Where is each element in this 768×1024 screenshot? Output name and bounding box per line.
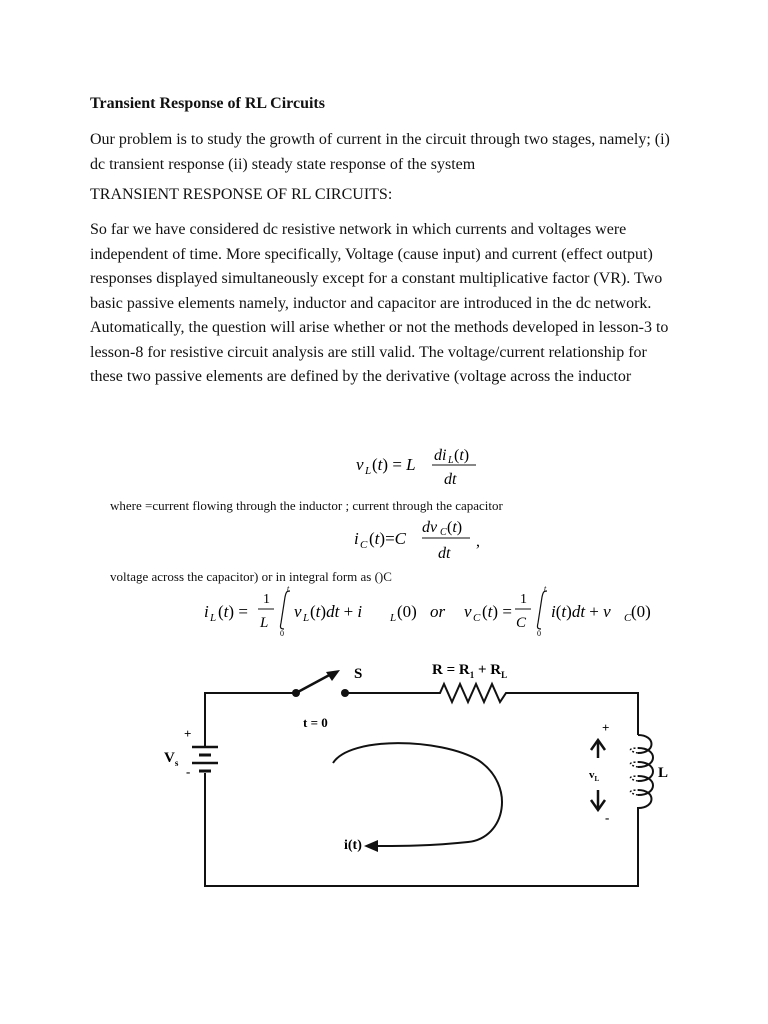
source-label: $V_s$ [164, 750, 179, 768]
svg-text:t: t [287, 584, 290, 593]
svg-text:(t) = L: (t) = L [372, 455, 416, 474]
section-heading: TRANSIENT RESPONSE OF RL CIRCUITS: [90, 186, 393, 203]
svg-text:(t): (t) [454, 447, 470, 464]
inductor-note: where =current flowing through the inductor ; current through the capacitor [110, 498, 503, 513]
svg-text:(t): (t) [447, 519, 463, 536]
svg-text:C: C [473, 612, 481, 624]
svg-text:1: 1 [520, 592, 527, 607]
svg-text:0: 0 [280, 629, 284, 638]
inductor-minus-sign: - [605, 810, 610, 825]
battery-symbol [192, 747, 218, 771]
capacitor-current-equation [350, 512, 490, 568]
svg-text:(t) =: (t) = [482, 602, 512, 621]
svg-text:di: di [434, 447, 447, 464]
svg-text:dt: dt [438, 545, 451, 562]
integral-form-equations [200, 583, 651, 643]
svg-text:L: L [365, 465, 372, 477]
inductor-voltage-equation [350, 440, 490, 492]
svg-text:C: C [516, 615, 527, 631]
document-title: Transient Response of RL Circuits [90, 95, 325, 112]
svg-text:(t)dt + i: (t)dt + i [310, 602, 363, 621]
svg-text:v: v [464, 602, 472, 621]
svg-text:v: v [356, 455, 364, 474]
svg-text:(0): (0) [397, 602, 417, 621]
switch-time-label: t = 0 [303, 715, 328, 730]
current-arrow-head [364, 840, 378, 852]
svg-text:i(t)dt + v: i(t)dt + v [551, 602, 611, 621]
resistor-label: $R = R_1 + R_L$ [432, 662, 508, 680]
svg-text:v: v [294, 602, 302, 621]
equation-or: or [430, 602, 446, 621]
intro-paragraph: Our problem is to study the growth of current in the circuit through two stages, namely; (i) dc transient response (ii) steady state response of the system [90, 131, 670, 173]
svg-text:(0): (0) [631, 602, 651, 621]
svg-text:C: C [624, 612, 632, 624]
svg-text:L: L [303, 612, 310, 624]
svg-text:dv: dv [422, 519, 438, 536]
svg-text:C: C [360, 539, 368, 551]
svg-text:i: i [354, 529, 359, 548]
svg-text:dt: dt [444, 471, 457, 488]
svg-text:L: L [260, 615, 269, 631]
svg-text:,: , [476, 533, 480, 550]
svg-text:(t) =: (t) = [218, 602, 248, 621]
resistor-symbol [433, 684, 518, 702]
source-plus-sign: + [184, 726, 192, 741]
svg-text:(t)=C: (t)=C [369, 529, 406, 548]
svg-text:t: t [544, 584, 547, 593]
svg-text:1: 1 [263, 592, 270, 607]
body-paragraph: So far we have considered dc resistive network in which currents and voltages were independent of time. More specifically, Voltage (cause input) and current (effect output) responses displayed simultaneously except for a constant multiplicative factor (VR). Two basic passive elements namely, inductor and capacitor are introduced in the dc network. Automatically, the question will arise whether or not the methods developed in lesson-3 to lesson-8 for resistive circuit analysis are still valid. The voltage/current relationship for these two passive elements are defined by the derivative (voltage across the inductor [90, 221, 669, 385]
svg-text:0: 0 [537, 629, 541, 638]
svg-text:L: L [448, 455, 454, 466]
current-label: i(t) [344, 838, 362, 853]
circuit-wires [205, 693, 638, 886]
source-minus-sign: - [186, 764, 191, 779]
capacitor-note: voltage across the capacitor) or in integral form as ()C [110, 569, 392, 584]
switch-symbol [292, 670, 349, 697]
svg-text:L: L [210, 612, 217, 624]
svg-text:C: C [440, 527, 447, 538]
rl-circuit-diagram [150, 650, 670, 900]
inductor-voltage-label: $v_L$ [589, 769, 600, 783]
inductor-plus-sign: + [602, 720, 610, 735]
switch-label: S [354, 666, 363, 682]
inductor-symbol [631, 735, 654, 815]
svg-text:i: i [204, 602, 209, 621]
svg-text:L: L [390, 612, 397, 624]
current-loop-arrow [333, 743, 502, 846]
inductor-label: L [658, 765, 669, 781]
